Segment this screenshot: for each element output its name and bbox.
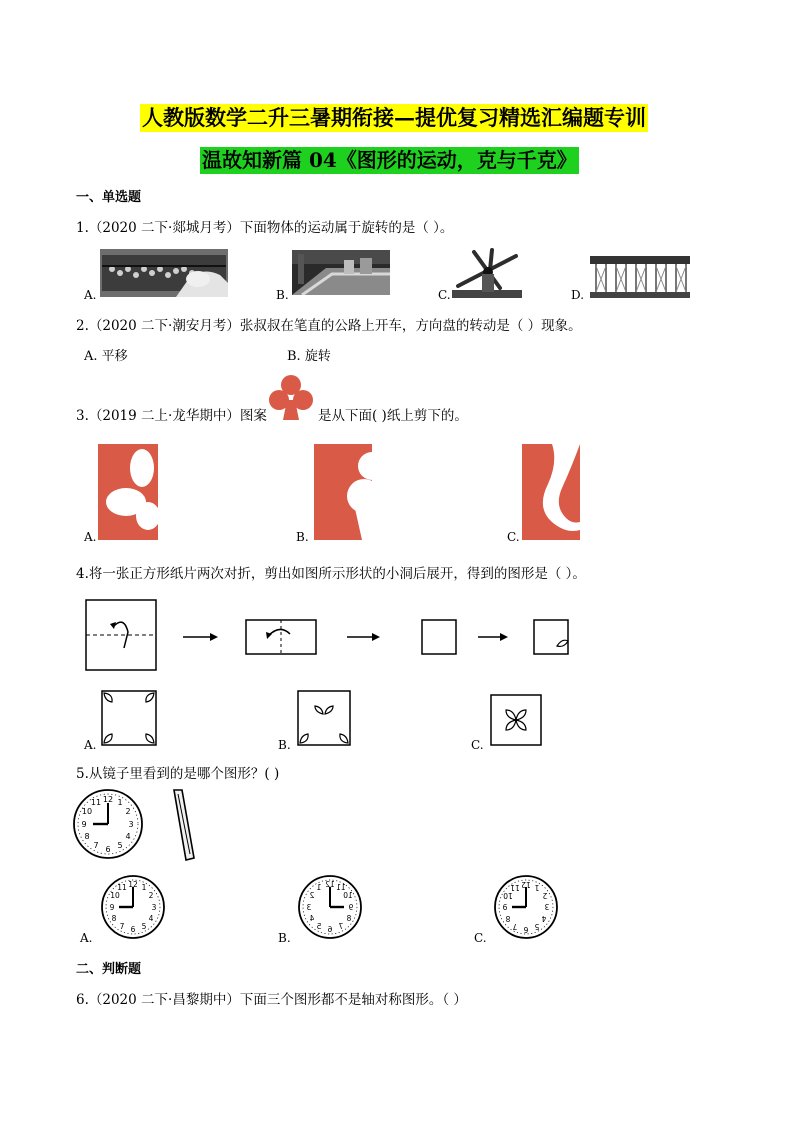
retractable-gate-photo (590, 254, 690, 298)
svg-text:11: 11 (336, 883, 346, 892)
svg-text:2: 2 (309, 891, 315, 900)
svg-text:4: 4 (148, 914, 154, 923)
cut-paper-option-c (522, 444, 580, 540)
svg-text:7: 7 (119, 922, 125, 931)
abacus-photo (100, 249, 228, 297)
svg-text:6: 6 (523, 925, 529, 934)
svg-text:8: 8 (111, 914, 117, 923)
svg-text:11: 11 (510, 883, 520, 892)
clock-original (72, 788, 144, 860)
svg-text:3: 3 (544, 902, 550, 911)
svg-text:2: 2 (148, 891, 154, 900)
q3-option-b-label[interactable]: B. (296, 530, 309, 544)
svg-text:3: 3 (306, 903, 312, 912)
q2-option-a[interactable]: A. 平移 (84, 349, 128, 364)
svg-text:1: 1 (141, 883, 147, 892)
svg-text:8: 8 (346, 914, 352, 923)
q3-option-c-label[interactable]: C. (507, 530, 520, 544)
q4-option-c-label[interactable]: C. (471, 738, 484, 752)
q5-option-a-label[interactable]: A. (80, 931, 93, 945)
clock-option-a (100, 874, 166, 940)
svg-text:10: 10 (343, 891, 353, 900)
svg-text:9: 9 (348, 903, 354, 912)
svg-text:2: 2 (125, 807, 131, 816)
unfolded-option-b (297, 690, 351, 746)
cut-paper-option-b (314, 444, 372, 540)
q4-option-b-label[interactable]: B. (278, 738, 291, 752)
q5-option-c-label[interactable]: C. (474, 931, 487, 945)
q1-option-a-label[interactable]: A. (84, 288, 97, 302)
svg-text:1: 1 (534, 883, 540, 892)
question-5-text: 5.从镜子里看到的是哪个图形？( ) (76, 766, 280, 782)
section-heading-true-false: 二、判断题 (76, 962, 142, 977)
question-6-text: 6.（2020 二下·昌黎期中）下面三个图形都不是轴对称图形。（ ） (76, 992, 467, 1008)
svg-text:4: 4 (125, 832, 131, 841)
question-1-text: 1.（2020 二下·郯城月考）下面物体的运动属于旋转的是（ ）。 (76, 220, 454, 236)
q1-option-b-label[interactable]: B. (276, 288, 289, 302)
svg-text:12: 12 (102, 795, 114, 804)
q4-option-a-label[interactable]: A. (84, 738, 97, 752)
q5-option-b-label[interactable]: B. (278, 931, 291, 945)
svg-text:5: 5 (534, 922, 540, 931)
svg-text:7: 7 (93, 841, 99, 850)
svg-text:3: 3 (128, 820, 134, 829)
clock-option-c (493, 874, 559, 940)
section-heading-single-choice: 一、单选题 (76, 190, 142, 205)
svg-text:4: 4 (309, 914, 315, 923)
svg-text:1: 1 (117, 798, 123, 807)
svg-text:1: 1 (316, 883, 322, 892)
svg-text:12: 12 (325, 880, 335, 889)
svg-text:10: 10 (503, 891, 513, 900)
svg-text:7: 7 (512, 922, 518, 931)
svg-text:9: 9 (502, 902, 508, 911)
svg-text:6: 6 (327, 925, 333, 934)
assembly-line-photo (292, 250, 390, 295)
q3-option-a-label[interactable]: A. (84, 530, 97, 544)
svg-text:9: 9 (109, 903, 115, 912)
unfolded-option-c (490, 694, 542, 746)
svg-text:12: 12 (521, 880, 531, 889)
windmill-ride-photo (452, 246, 522, 298)
question-2-text: 2.（2020 二下·潮安月考）张叔叔在笔直的公路上开车，方向盘的转动是（ ）现象。 (76, 318, 582, 334)
clock-option-b (297, 874, 363, 940)
svg-text:3: 3 (151, 903, 157, 912)
question-3-text-after: 是从下面( )纸上剪下的。 (318, 408, 468, 424)
svg-text:6: 6 (105, 845, 111, 854)
svg-text:5: 5 (316, 922, 322, 931)
title-line-2: 温故知新篇 04《图形的运动，克与千克》 (202, 148, 577, 172)
svg-text:8: 8 (505, 914, 511, 923)
q1-option-d-label[interactable]: D. (571, 288, 585, 302)
svg-text:4: 4 (541, 914, 547, 923)
svg-text:5: 5 (117, 841, 123, 850)
svg-text:11: 11 (90, 798, 102, 807)
cut-paper-option-a (98, 444, 158, 540)
svg-text:11: 11 (117, 883, 127, 892)
svg-text:7: 7 (338, 922, 344, 931)
q1-option-c-label[interactable]: C. (438, 288, 451, 302)
svg-text:8: 8 (84, 832, 90, 841)
svg-text:2: 2 (542, 891, 548, 900)
unfolded-option-a (101, 690, 157, 746)
question-3-text-before: 3.（2019 二上·龙华期中）图案 (76, 408, 267, 424)
question-4-text: 4.将一张正方形纸片两次对折，剪出如图所示形状的小洞后展开，得到的图形是（ ）。 (76, 566, 586, 582)
title-line-1: 人教版数学二升三暑期衔接—提优复习精选汇编题专训 (142, 105, 646, 130)
svg-text:10: 10 (110, 891, 120, 900)
paper-folding-diagram (80, 596, 600, 674)
q2-option-b[interactable]: B. 旋转 (287, 349, 331, 364)
svg-text:9: 9 (81, 820, 87, 829)
svg-text:6: 6 (130, 925, 136, 934)
club-pattern-icon (266, 372, 316, 422)
svg-text:5: 5 (141, 922, 147, 931)
svg-text:12: 12 (128, 880, 138, 889)
mirror-icon (170, 788, 198, 862)
svg-text:10: 10 (81, 807, 93, 816)
